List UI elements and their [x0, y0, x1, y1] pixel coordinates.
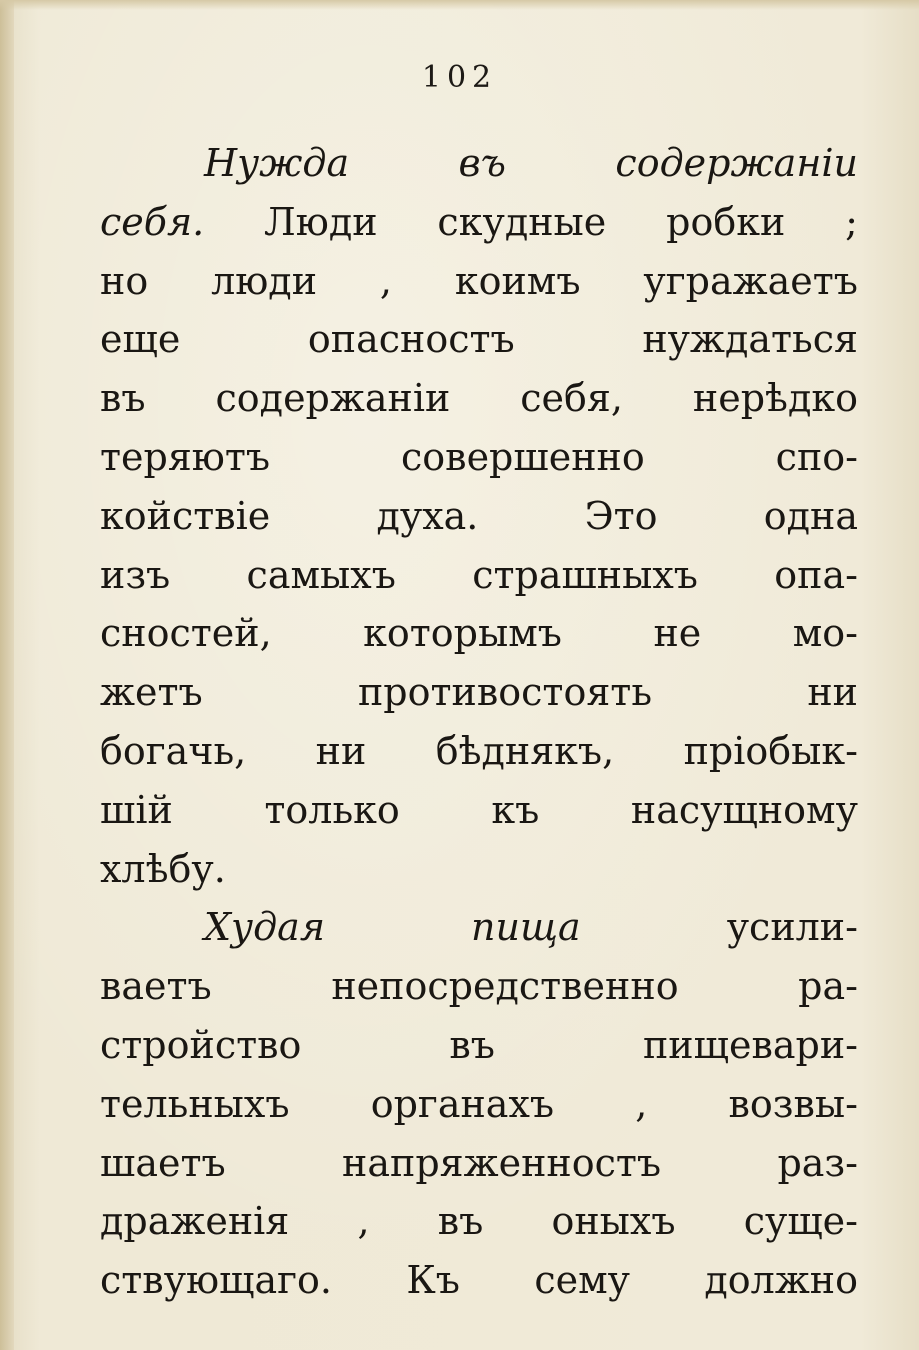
body-text — [100, 141, 858, 1317]
word: еще — [100, 317, 181, 362]
text-line-13 — [100, 847, 858, 906]
word: теряютъ — [100, 434, 271, 479]
word: не — [653, 611, 702, 656]
text-line-12 — [100, 788, 858, 847]
word: ; — [845, 199, 858, 244]
word: нерѣдко — [692, 376, 858, 421]
text-line-20 — [100, 1258, 858, 1317]
word: напряженностъ — [342, 1140, 662, 1185]
page-top-edge — [0, 0, 919, 10]
word: нуждаться — [642, 317, 858, 362]
word: возвы- — [728, 1081, 858, 1126]
word: страшныхъ — [472, 552, 698, 597]
word: духа. — [376, 493, 479, 538]
text-line-6 — [100, 435, 858, 494]
text-line-8 — [100, 553, 858, 612]
word: опа- — [774, 552, 858, 597]
word: хлѣбу. — [100, 846, 226, 891]
word: опасностъ — [307, 317, 515, 362]
word: тельныхъ — [100, 1081, 290, 1126]
word: только — [264, 787, 400, 832]
word: раз- — [777, 1140, 858, 1185]
word: насущному — [630, 787, 858, 832]
text-line-9 — [100, 611, 858, 670]
page-number: 102 — [421, 60, 498, 95]
word: усили- — [726, 905, 858, 950]
word: ваетъ — [100, 964, 212, 1009]
word: непосредственно — [331, 964, 679, 1009]
word: шій — [100, 787, 173, 832]
word: въ — [449, 1022, 495, 1067]
word: совершенно — [401, 434, 645, 479]
word: къ — [491, 787, 540, 832]
word: Люди — [264, 199, 378, 244]
word: робки — [666, 199, 786, 244]
word: коимъ — [454, 258, 581, 303]
word: противостоять — [357, 670, 653, 715]
word: богачь, — [100, 728, 247, 773]
word: , — [379, 258, 392, 303]
word: пищевари- — [642, 1022, 858, 1067]
word: угражаетъ — [643, 258, 858, 303]
word: бѣднякъ, — [435, 728, 615, 773]
word: въ — [437, 1199, 484, 1244]
word: должно — [704, 1258, 858, 1303]
word: драженія — [100, 1199, 290, 1244]
word: люди — [211, 258, 318, 303]
word: изъ — [100, 552, 171, 597]
word: койствіе — [100, 493, 271, 538]
word: ствующаго. — [100, 1258, 332, 1303]
word: ра- — [798, 964, 858, 1009]
word: шаетъ — [100, 1140, 226, 1185]
word: Худая — [204, 905, 325, 950]
word: сему — [534, 1258, 631, 1303]
word: Къ — [406, 1258, 460, 1303]
text-line-18 — [100, 1141, 858, 1200]
text-line-17 — [100, 1082, 858, 1141]
text-line-14 — [100, 905, 858, 964]
word: ни — [807, 670, 858, 715]
word: содержаніи — [615, 141, 858, 185]
text-line-11 — [100, 729, 858, 788]
word: , — [635, 1081, 648, 1126]
text-line-10 — [100, 670, 858, 729]
word: себя, — [520, 376, 623, 421]
text-line-7 — [100, 494, 858, 553]
word: ни — [315, 728, 367, 773]
text-line-1 — [100, 141, 858, 200]
word: скудные — [437, 199, 607, 244]
word: спо- — [775, 434, 858, 479]
word: пріобык- — [683, 728, 858, 773]
word: одна — [763, 493, 858, 538]
word: суще- — [743, 1199, 858, 1244]
word: въ — [458, 141, 506, 185]
word: себя. — [100, 199, 205, 244]
page-binding-edge — [0, 0, 14, 1350]
word: въ — [100, 376, 146, 421]
word: мо- — [792, 611, 858, 656]
text-line-5 — [100, 376, 858, 435]
word: жетъ — [100, 670, 203, 715]
text-line-4 — [100, 317, 858, 376]
text-line-2 — [100, 200, 858, 259]
text-line-16 — [100, 1023, 858, 1082]
word: стройство — [100, 1022, 302, 1067]
text-line-3 — [100, 259, 858, 318]
word: пища — [471, 905, 581, 950]
word: содержаніи — [215, 376, 451, 421]
text-line-15 — [100, 964, 858, 1023]
word: сностей, — [100, 611, 272, 656]
word: органахъ — [370, 1081, 555, 1126]
word: Это — [584, 493, 658, 538]
text-line-19 — [100, 1199, 858, 1258]
word: оныхъ — [551, 1199, 676, 1244]
word: но — [100, 258, 149, 303]
word: Нужда — [204, 141, 350, 185]
word: которымъ — [363, 611, 562, 656]
word: , — [357, 1199, 370, 1244]
word: самыхъ — [246, 552, 396, 597]
